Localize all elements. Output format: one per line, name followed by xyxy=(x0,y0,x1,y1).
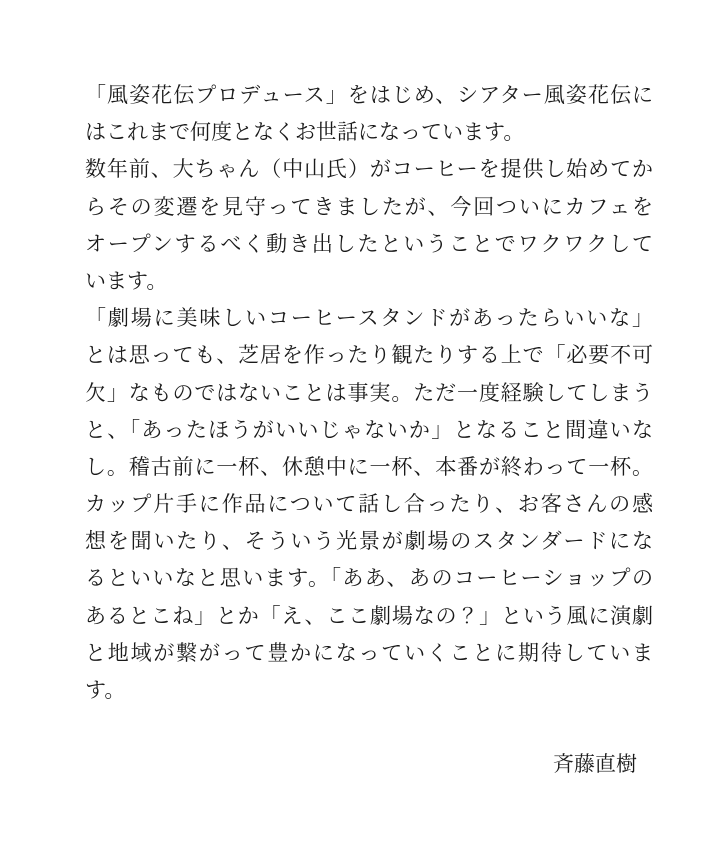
text-line: はこれまで何度となくお世話になっています。 xyxy=(85,120,525,145)
text-line: るといいなと思います。「ああ、あのコーヒーショップの xyxy=(85,566,653,591)
text-line: す。 xyxy=(85,678,126,702)
text-line: あるとこね」とか「え、ここ劇場なの？」という風に演劇 xyxy=(85,603,653,628)
letter-body xyxy=(85,77,653,784)
signature: 斉藤直樹 xyxy=(553,752,637,777)
text-line: とは思っても、芝居を作ったり観たりする上で「必要不可 xyxy=(85,343,653,368)
text-line: オープンするべく動き出したということでワクワクして xyxy=(85,231,653,256)
text-line: カップ片手に作品について話し合ったり、お客さんの感 xyxy=(85,492,653,517)
text-line: 欠」なものではないことは事実。ただ一度経験してしまう xyxy=(85,380,653,405)
text-line: 「劇場に美味しいコーヒースタンドがあったらいいな」 xyxy=(85,306,653,331)
text-line: 「風姿花伝プロデュース」をはじめ、シアター風姿花伝に xyxy=(85,83,653,107)
text-line: らその変遷を見守ってきましたが、今回ついにカフェを xyxy=(85,194,653,219)
text-line: と地域が繋がって豊かになっていくことに期待していま xyxy=(85,640,653,665)
blank-line xyxy=(85,709,653,746)
text-line: 想を聞いたり、そういう光景が劇場のスタンダードにな xyxy=(85,529,653,554)
text-line: と、「あったほうがいいじゃないか」となること間違いな xyxy=(85,417,653,442)
text-line: 数年前、大ちゃん（中山氏）がコーヒーを提供し始めてか xyxy=(85,157,653,182)
text-line: います。 xyxy=(85,268,168,293)
text-line: し。稽古前に一杯、休憩中に一杯、本番が終わって一杯。 xyxy=(85,454,653,479)
